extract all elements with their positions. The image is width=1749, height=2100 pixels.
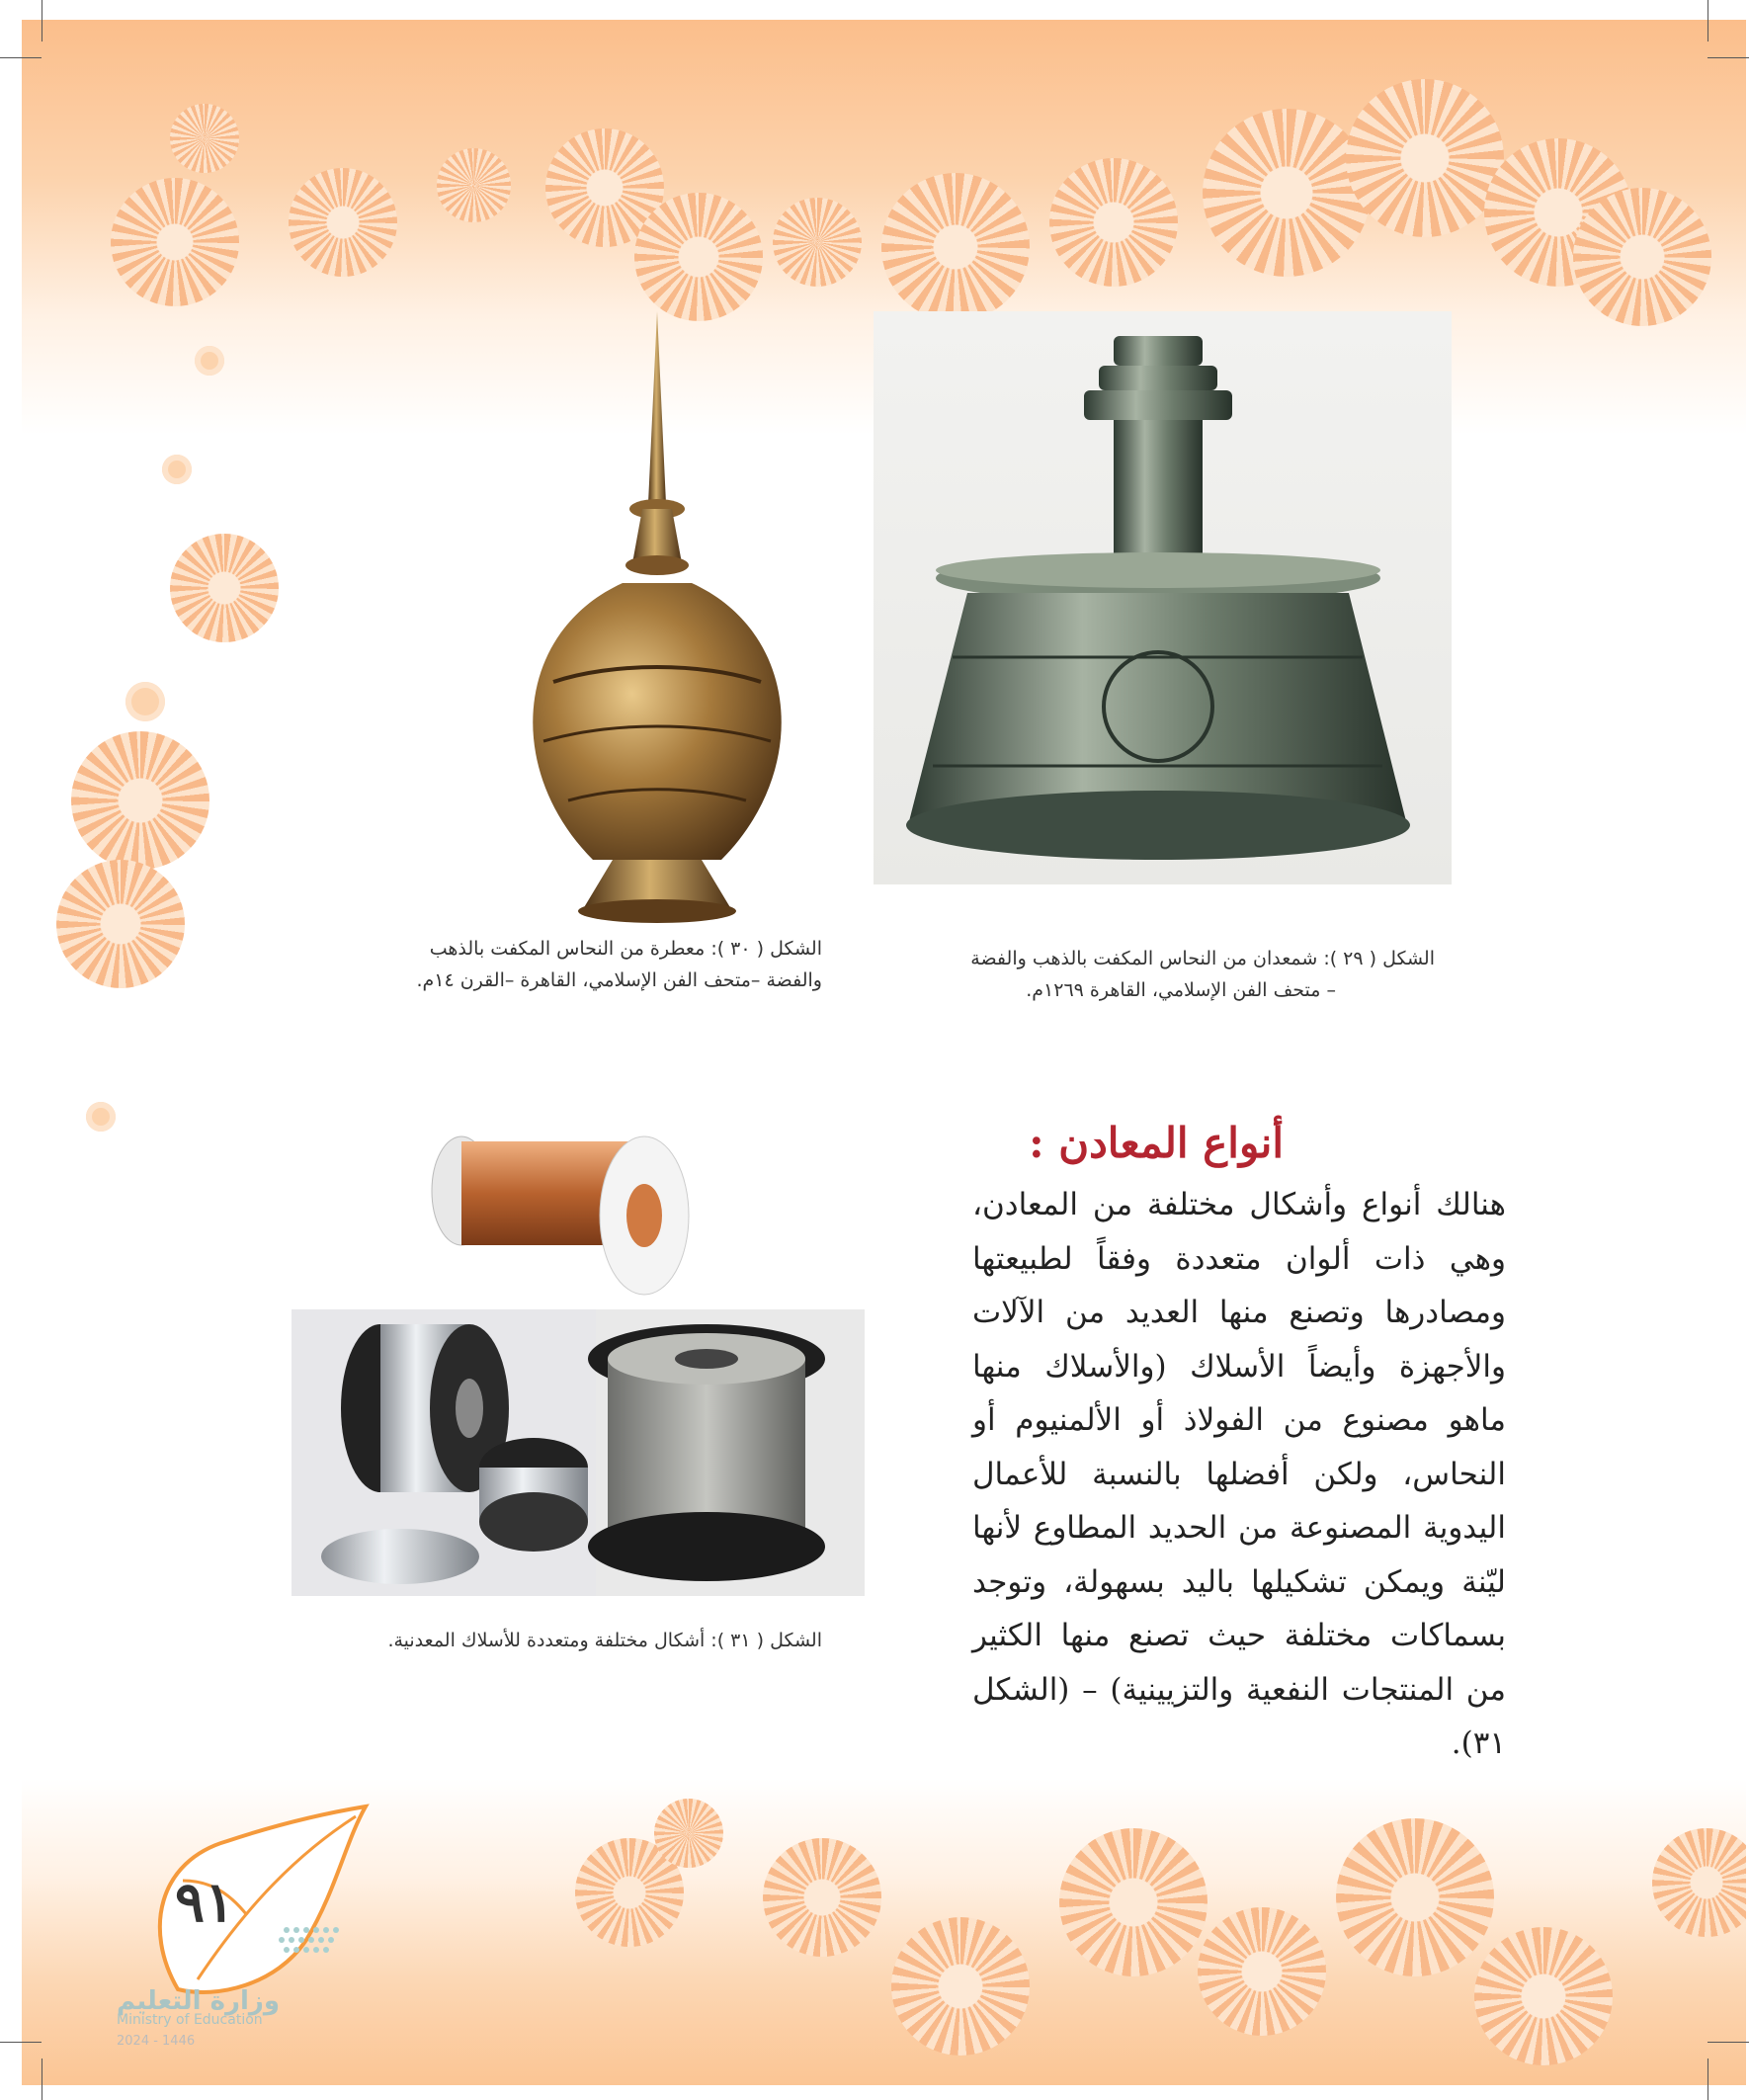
candlestick-image-frame: [874, 311, 1452, 884]
page-number: ٩١: [175, 1870, 235, 1935]
rosette-ornament: [1573, 188, 1711, 326]
crop-mark: [1707, 2058, 1708, 2100]
rosette-ornament: [773, 198, 862, 287]
rosette-ornament: [1203, 109, 1371, 277]
crop-mark: [1707, 57, 1749, 58]
rosette-ornament: [1346, 79, 1504, 237]
rosette-ornament: [170, 534, 279, 642]
rosette-ornament: [1474, 1927, 1613, 2065]
rosette-ornament: [654, 1799, 723, 1868]
section-paragraph: هنالك أنواع وأشكال مختلفة من المعادن، وهي ذات ألوان متعددة وفقاً لطبيعتها ومصادرها وتصنع منها العديد من الآلات والأجهزة وأيضاً الأسلاك (والأسلاك منها ماهو مصنوع من الفولاذ أو الألمنيوم أو النحاس، ولكن أفضلها بالنسبة للأعمال اليدوية المصنوعة من الحديد المطاوع لأنها ليّنة ويمكن تشكيلها باليد بسهولة، وتوجد بسماكات مختلفة حيث تصنع منها الكثير من المنتجات النفعية والتزيينية) – (الشكل ٣١).: [972, 1187, 1506, 1761]
small-dot-ornament: [162, 455, 192, 484]
candlestick-image: [874, 311, 1452, 884]
page-background: [22, 20, 1746, 2085]
figure-30-caption: [348, 933, 822, 996]
crop-mark: [0, 57, 42, 58]
rosette-ornament: [71, 731, 209, 870]
logo-arabic-text: وزارة التعليم: [117, 1986, 280, 2016]
rosette-ornament: [634, 193, 763, 321]
ministry-logo: [117, 1986, 280, 2049]
rosette-ornament: [1049, 158, 1178, 287]
crop-mark: [1707, 0, 1708, 42]
small-dot-ornament: [86, 1102, 116, 1132]
rosette-ornament: [1059, 1828, 1208, 1976]
rosette-ornament: [437, 148, 511, 222]
rosette-ornament: [763, 1838, 881, 1957]
rosette-ornament: [289, 168, 397, 277]
figure-31-caption: [318, 1625, 822, 1656]
copper-wire-spool-image: [417, 1117, 704, 1304]
rosette-ornament: [881, 173, 1030, 321]
figure-29-caption-line2: – متحف الفن الإسلامي، القاهرة ١٢٦٩م.: [1026, 979, 1336, 1001]
small-dot-ornament: [125, 682, 165, 721]
logo-year-text: 2024 - 1446: [117, 2034, 196, 2049]
figure-31-caption-text: الشكل ( ٣١ ): أشكال مختلفة ومتعددة للأسلاك المعدنية.: [387, 1630, 822, 1651]
figure-29-caption: [911, 943, 1435, 1006]
small-dot-ornament: [195, 346, 224, 376]
figure-30-caption-line2: والفضة –متحف الفن الإسلامي، القاهرة –القرن ١٤م.: [416, 969, 822, 991]
rosette-ornament: [170, 104, 239, 173]
perfume-sprinkler-image: [474, 306, 840, 929]
logo-english-text: Ministry of Education: [117, 2012, 263, 2028]
rosette-ornament: [1336, 1818, 1494, 1976]
rosette-ornament: [1652, 1828, 1746, 1937]
rosette-ornament: [56, 860, 185, 988]
figure-30-caption-line1: الشكل ( ٣٠ ): معطرة من النحاس المكفت بالذهب: [429, 938, 822, 960]
section-heading: أنواع المعادن :: [1029, 1119, 1284, 1167]
rosette-ornament: [111, 178, 239, 306]
metal-wire-spools-image: [292, 1309, 865, 1596]
rosette-ornament: [891, 1917, 1030, 2056]
crop-mark: [0, 2042, 42, 2043]
figure-29-caption-line1: الشكل ( ٢٩ ): شمعدان من النحاس المكفت بالذهب والفضة: [970, 948, 1435, 969]
crop-mark: [1707, 2042, 1749, 2043]
leaf-ornament-icon: [138, 1802, 375, 1999]
rosette-ornament: [1198, 1907, 1326, 2036]
